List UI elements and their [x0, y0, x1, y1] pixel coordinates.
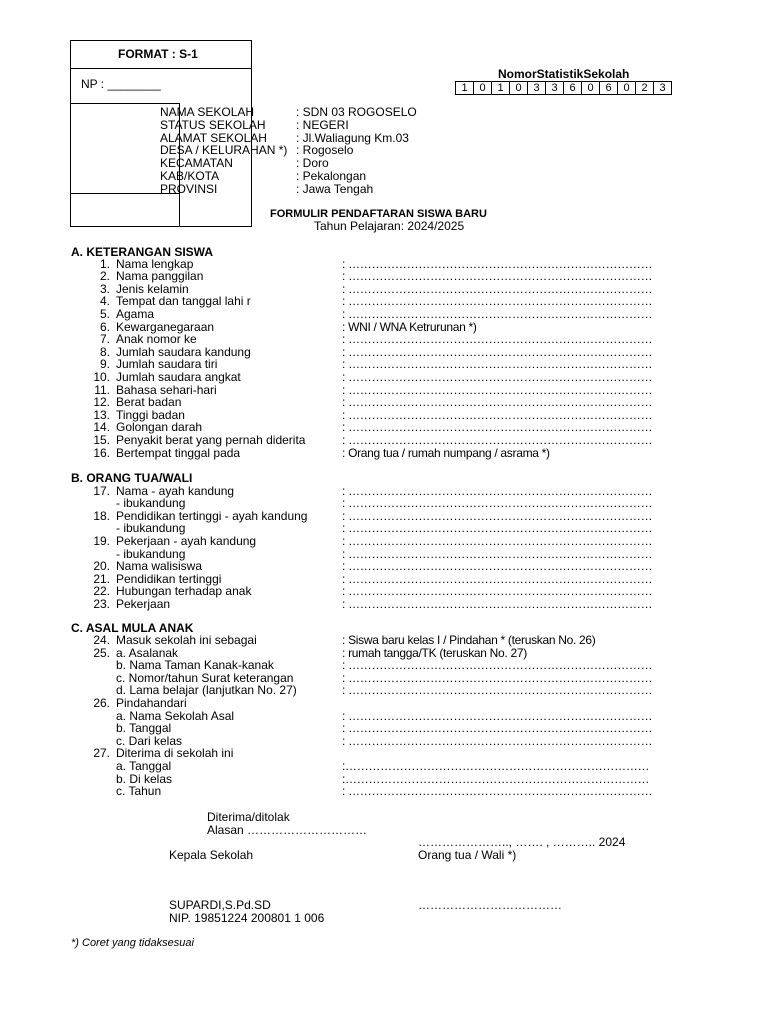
row-value[interactable]: : ……………………………………………………………………: [342, 281, 653, 296]
row-value[interactable]: :……………………………………………………………………: [342, 771, 650, 786]
row-number: 2.: [99, 269, 110, 284]
row-label: b. Tanggal: [116, 721, 172, 736]
row-value[interactable]: : ……………………………………………………………………: [342, 733, 653, 748]
row-value[interactable]: : ……………………………………………………………………: [342, 571, 653, 586]
reason-label: Alasan …………………………: [207, 823, 368, 837]
row-value[interactable]: : ……………………………………………………………………: [342, 559, 653, 574]
np-label: NP : ________: [81, 77, 161, 91]
row-label: - ibukandung: [116, 496, 186, 511]
row-label: Bertempat tinggal pada: [116, 445, 241, 460]
signature-date: ………………….., ……. , ……….. 2024: [418, 835, 626, 849]
school-field-label: STATUS SEKOLAH: [160, 117, 266, 132]
format-title: FORMAT : S-1: [118, 47, 198, 61]
footnote: *) Coret yang tidaksesuai: [71, 937, 194, 949]
row-value[interactable]: : ……………………………………………………………………: [342, 294, 653, 309]
row-number: 25.: [93, 645, 110, 660]
parent-title: Orang tua / Wali *): [418, 848, 517, 862]
row-number: 1.: [99, 256, 110, 271]
nss-digit: 3: [653, 82, 671, 94]
row-number: 13.: [93, 407, 110, 422]
row-value[interactable]: : ……………………………………………………………………: [342, 269, 653, 284]
school-field-label: DESA / KELURAHAN *): [160, 143, 288, 158]
row-label: Nama panggilan: [116, 269, 204, 284]
row-value[interactable]: : ……………………………………………………………………: [342, 382, 653, 397]
row-label: Penyakit berat yang pernah diderita: [116, 432, 306, 447]
row-label: Jumlah saudara tiri: [116, 357, 218, 372]
parent-signature-line: ………………………………: [418, 898, 562, 912]
head-nip: NIP. 19851224 200801 1 006: [169, 911, 325, 925]
row-value[interactable]: : ……………………………………………………………………: [342, 584, 653, 599]
row-value[interactable]: : ……………………………………………………………………: [342, 420, 653, 435]
row-value[interactable]: : ……………………………………………………………………: [342, 369, 653, 384]
row-label: Berat badan: [116, 395, 182, 410]
school-field-value: : Doro: [296, 156, 329, 171]
format-title-divider: [70, 68, 252, 69]
row-label: Anak nomor ke: [116, 332, 197, 347]
row-number: 9.: [99, 357, 110, 372]
nss-digit: 6: [563, 82, 581, 94]
row-value[interactable]: : ……………………………………………………………………: [342, 721, 653, 736]
row-label: Agama: [116, 306, 155, 321]
row-value[interactable]: : ……………………………………………………………………: [342, 521, 653, 536]
row-number: 21.: [93, 571, 110, 586]
row-label: - ibukandung: [116, 546, 186, 561]
row-label: - ibukandung: [116, 521, 186, 536]
row-label: Kewarganegaraan: [116, 319, 215, 334]
row-label: Golongan darah: [116, 420, 203, 435]
nss-label: NomorStatistikSekolah: [498, 67, 630, 81]
school-field-value: : Pekalongan: [296, 169, 367, 183]
row-value[interactable]: : ……………………………………………………………………: [342, 344, 653, 359]
row-number: 26.: [93, 696, 110, 710]
nss-digit: 0: [473, 82, 491, 94]
row-label: Pekerjaan: [116, 596, 171, 611]
row-value[interactable]: :……………………………………………………………………: [342, 759, 650, 773]
school-field-label: KECAMATAN: [160, 156, 233, 171]
row-label: Nama walisiswa: [116, 559, 203, 574]
row-number: 27.: [93, 746, 110, 761]
row-label: Tempat dan tanggal lahi r: [116, 294, 251, 309]
row-number: 14.: [93, 420, 110, 435]
row-label: Jenis kelamin: [116, 281, 189, 296]
row-label: Masuk sekolah ini sebagai: [116, 633, 257, 647]
row-label: Pekerjaan - ayah kandung: [116, 533, 257, 548]
row-number: 17.: [93, 483, 110, 498]
row-value[interactable]: : ……………………………………………………………………: [342, 546, 653, 561]
school-field-value: : NEGERI: [296, 117, 349, 132]
form-year: Tahun Pelajaran: 2024/2025: [314, 219, 465, 233]
row-label: c. Tahun: [116, 784, 162, 799]
nss-digit: 6: [599, 82, 617, 94]
nss-digit: 2: [635, 82, 653, 94]
row-value[interactable]: : ……………………………………………………………………: [342, 708, 653, 723]
school-field-value: : SDN 03 ROGOSELO: [296, 105, 417, 119]
row-value[interactable]: : rumah tangga/TK (teruskan No. 27): [342, 645, 527, 660]
nss-digit: 0: [617, 82, 635, 94]
row-number: 11.: [94, 382, 110, 397]
row-number: 24.: [93, 633, 110, 647]
nss-digit-cells: [455, 81, 672, 95]
row-number: 3.: [99, 281, 110, 296]
row-label: c. Nomor/tahun Surat keterangan: [116, 670, 294, 685]
row-value[interactable]: : ……………………………………………………………………: [342, 407, 653, 422]
school-field-value: : Rogoselo: [296, 143, 354, 158]
row-value[interactable]: : ……………………………………………………………………: [342, 508, 653, 523]
row-value[interactable]: : ……………………………………………………………………: [342, 596, 653, 611]
nss-digit: 1: [491, 82, 509, 94]
row-label: a. Tanggal: [116, 759, 172, 773]
nss-digit: 0: [509, 82, 527, 94]
section-b-title: B. ORANG TUA/WALI: [71, 471, 193, 485]
head-name: SUPARDI,S.Pd.SD: [169, 898, 271, 912]
row-value[interactable]: : ……………………………………………………………………: [342, 357, 653, 372]
row-label: c. Dari kelas: [116, 733, 183, 748]
row-label: Hubungan terhadap anak: [116, 584, 252, 599]
school-field-label: KAB/KOTA: [160, 169, 220, 183]
row-number: 20.: [93, 559, 110, 574]
row-number: 12.: [93, 395, 110, 410]
row-label: Jumlah saudara angkat: [116, 369, 241, 384]
section-a-title: A. KETERANGAN SISWA: [71, 245, 214, 259]
row-value[interactable]: : Siswa baru kelas I / Pindahan * (teruskan No. 26): [342, 633, 596, 647]
accepted-label: Diterima/ditolak: [207, 810, 290, 824]
row-label: Jumlah saudara kandung: [116, 344, 251, 359]
row-number: 18.: [93, 508, 110, 523]
row-number: 7.: [99, 332, 110, 347]
row-number: 6.: [99, 319, 110, 334]
row-number: 5.: [99, 306, 110, 321]
row-number: 22.: [93, 584, 110, 599]
row-label: Nama lengkap: [116, 256, 194, 271]
row-number: 8.: [99, 344, 110, 359]
nss-digit: 0: [581, 82, 599, 94]
form-title: FORMULIR PENDAFTARAN SISWA BARU: [270, 208, 487, 220]
row-number: 4.: [99, 294, 110, 309]
section-c-title: C. ASAL MULA ANAK: [71, 621, 194, 635]
school-field-value: : Jl.Waliagung Km.03: [296, 130, 409, 145]
row-value[interactable]: : ……………………………………………………………………: [342, 332, 653, 347]
row-value[interactable]: : ……………………………………………………………………: [342, 533, 653, 548]
row-label: a. Nama Sekolah Asal: [116, 708, 235, 723]
row-value[interactable]: : ……………………………………………………………………: [342, 432, 653, 447]
nss-digit: 3: [545, 82, 563, 94]
row-value[interactable]: : ……………………………………………………………………: [342, 683, 653, 698]
school-field-label: PROVINSI: [160, 181, 218, 196]
row-label: Pendidikan tertinggi - ayah kandung: [116, 508, 308, 523]
row-value[interactable]: : ……………………………………………………………………: [342, 670, 653, 685]
row-number: 15.: [93, 432, 110, 447]
row-number: 23.: [93, 596, 110, 611]
row-label: Pindahandari: [116, 696, 187, 710]
row-label: a. Asalanak: [116, 645, 179, 660]
row-number: 16.: [93, 445, 110, 460]
school-field-value: : Jawa Tengah: [296, 181, 374, 196]
row-value[interactable]: : ……………………………………………………………………: [342, 306, 653, 321]
school-field-label: ALAMAT SEKOLAH: [160, 130, 267, 145]
nss-digit: 1: [461, 82, 468, 94]
row-label: Tinggi badan: [116, 407, 185, 422]
row-value[interactable]: : ……………………………………………………………………: [342, 496, 653, 511]
row-value[interactable]: : ……………………………………………………………………: [342, 784, 653, 799]
row-value[interactable]: : WNI / WNA Ketrurunan *): [342, 319, 477, 334]
row-label: Nama - ayah kandung: [116, 483, 235, 498]
row-label: Bahasa sehari-hari: [116, 382, 217, 397]
school-field-label: NAMA SEKOLAH: [160, 105, 255, 119]
row-label: Diterima di sekolah ini: [116, 746, 234, 761]
row-value[interactable]: : ……………………………………………………………………: [342, 483, 653, 498]
nss-digit: 3: [527, 82, 545, 94]
row-label: d. Lama belajar (lanjutkan No. 27): [116, 683, 297, 698]
row-value[interactable]: : Orang tua / rumah numpang / asrama *): [342, 445, 550, 460]
row-value[interactable]: : ……………………………………………………………………: [342, 395, 653, 410]
row-value[interactable]: : ……………………………………………………………………: [342, 658, 653, 673]
row-label: b. Nama Taman Kanak-kanak: [116, 658, 274, 673]
row-label: Pendidikan tertinggi: [116, 571, 222, 586]
row-label: b. Di kelas: [116, 771, 173, 786]
row-value[interactable]: : ……………………………………………………………………: [342, 256, 653, 271]
row-number: 10.: [93, 369, 110, 384]
head-title: Kepala Sekolah: [169, 848, 254, 862]
row-number: 19.: [93, 533, 110, 548]
